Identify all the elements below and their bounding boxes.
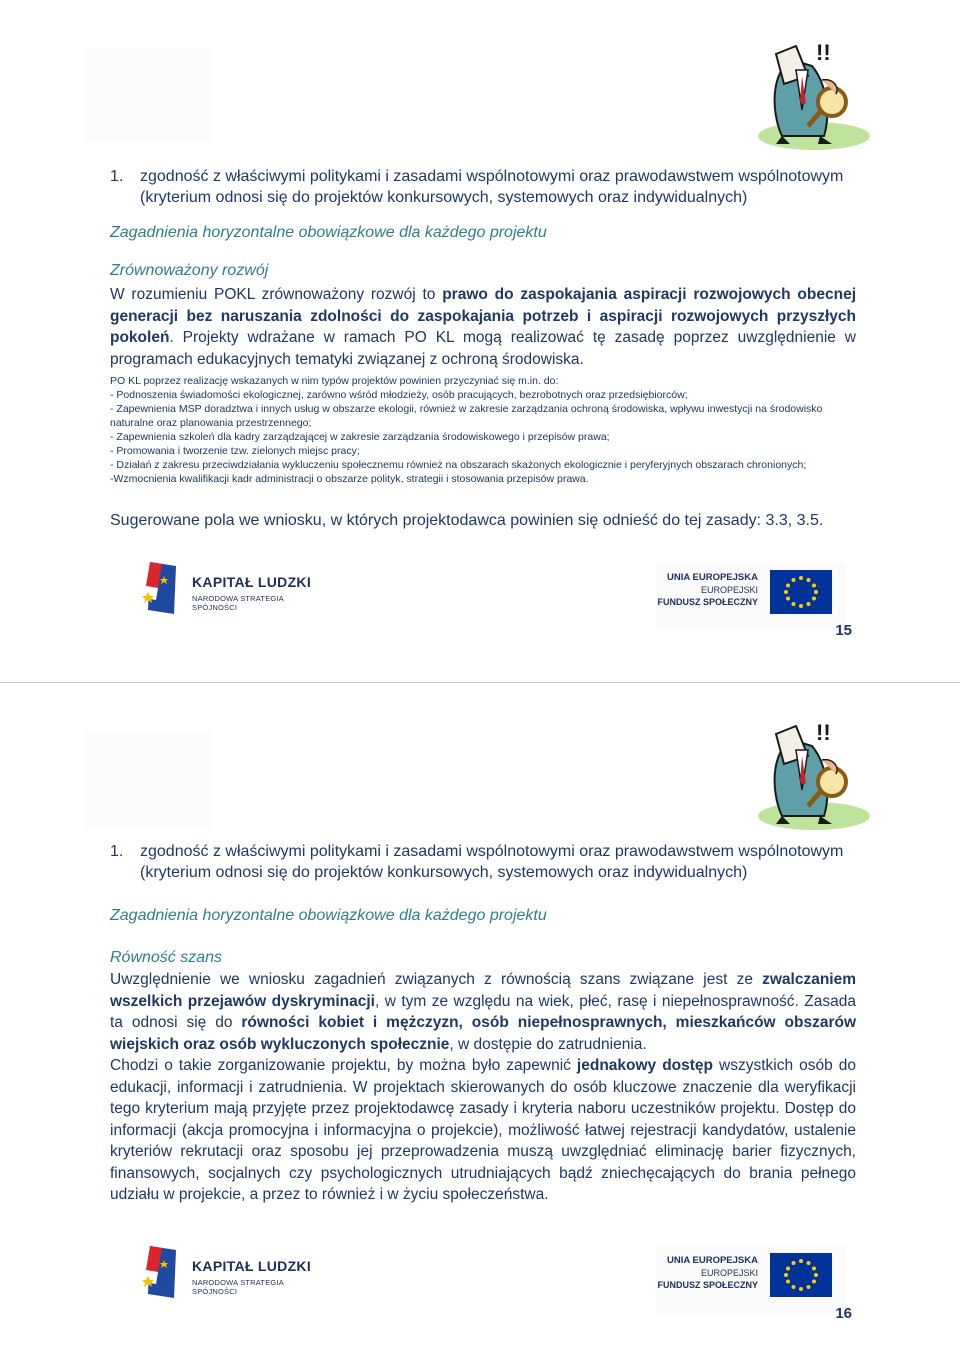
- paragraph-text: , w dostępie do zatrudnienia.: [449, 1035, 647, 1053]
- slide-16-content: [110, 841, 856, 1206]
- list-item: - Zapewnienia MSP doradztwa i innych usług w obszarze ekologii, również w zakresie zarządzania ochroną środowiska, wpływu inwestycji na środowisko naturalne oraz planowania przestrzennego;: [110, 403, 823, 429]
- paragraph-bold-text: prawo do zaspokajania aspiracji rozwojowych obecnej generacji bez naruszania zdolności do zaspokajania potrzeb i aspiracji rozwojowych przyszłych pokoleń: [110, 286, 857, 346]
- eu-line1: UNIA EUROPEJSKA: [667, 572, 758, 583]
- page-number: 16: [835, 1305, 852, 1322]
- placeholder-box: [84, 734, 212, 826]
- slide-15: [0, 0, 960, 683]
- criterion-number: 1.: [110, 843, 124, 860]
- eu-flag-icon: [770, 570, 832, 614]
- eu-line1: UNIA EUROPEJSKA: [667, 1255, 758, 1266]
- placeholder-box: [84, 48, 212, 140]
- eu-line3: FUNDUSZ SPOŁECZNY: [657, 1280, 758, 1290]
- eu-line2: EUROPEJSKI: [700, 585, 758, 595]
- topic-paragraph: [110, 284, 856, 370]
- paragraph-text: , w tym ze względu na wiek, płeć, rasę i niepełnosprawność. Zasada ta odnosi się do: [110, 992, 856, 1031]
- list-item: - Zapewnienia szkoleń dla kadry zarządzającej w zakresie zarządzania środowiskowego i przepisów prawa;: [110, 431, 610, 443]
- eu-flag-icon: [770, 1253, 832, 1297]
- paragraph-bold-text: równości kobiet i mężczyzn, osób niepełnosprawnych, mieszkańców obszarów wiejskich oraz osób wykluczonych społecznie: [110, 1014, 857, 1053]
- eu-text: [657, 1255, 758, 1291]
- paragraph-text: wszystkich osób do edukacji, informacji i zatrudnienia. W projektach skierowanych do osób kluczowe znaczenie dla weryfikacji tego kryterium mają przyjęte przez projektodawcę zasady i kryteria naboru uczestników projektu. Dostęp do informacji (akcja promocyjna i informacyjna o projekcie), możliwość łatwej rejestracji kandydatów, ustalenie kryteriów rekrutacji oraz sposobu jej przeprowadzenia muszą uwzględniać eliminację barier fizycznych, finansowych, socjalnych czy psychologicznych utrudniających bądź zniechęcających do brania pełnego udziału w projekcie, a przez to również i w życiu społeczeństwa.: [110, 1057, 856, 1203]
- list-item: -Wzmocnienia kwalifikacji kadr administracji o obszarze polityk, strategii i stosowania przepisów prawa.: [110, 473, 589, 485]
- criterion-item: [110, 166, 856, 187]
- criterion-item: [110, 841, 856, 862]
- svg-text:!!: !!: [816, 720, 831, 745]
- paragraph-text: W rozumieniu POKL zrównoważony rozwój to: [110, 286, 443, 303]
- page-number: 15: [835, 622, 852, 639]
- slide-15-content: [110, 166, 856, 531]
- criterion-number: 1.: [110, 168, 124, 185]
- kl-subtitle: NARODOWA STRATEGIA SPÓJNOŚCI: [192, 594, 284, 612]
- topic-paragraph: [110, 1055, 856, 1206]
- kapital-ludzki-flag-icon: [140, 560, 180, 618]
- slide-16: [0, 684, 960, 1367]
- paragraph-bold-text: jednakowy dostęp: [576, 1057, 713, 1074]
- kapital-ludzki-logo: [140, 1244, 330, 1304]
- eu-text: [657, 572, 758, 608]
- detective-magnifier-icon: [732, 720, 872, 836]
- criterion-note: (kryterium odnosi się do projektów konkursowych, systemowych oraz indywidualnych): [140, 189, 748, 206]
- eu-line3: FUNDUSZ SPOŁECZNY: [657, 597, 758, 607]
- section-heading: Zagadnienia horyzontalne obowiązkowe dla każdego projektu: [110, 224, 547, 241]
- eu-line2: EUROPEJSKI: [700, 1268, 758, 1278]
- kl-title: KAPITAŁ LUDZKI: [192, 574, 312, 590]
- section-heading: Zagadnienia horyzontalne obowiązkowe dla każdego projektu: [110, 907, 547, 924]
- topic-heading: Równość szans: [110, 949, 223, 966]
- suggested-fields: Sugerowane pola we wniosku, w których projektodawca powinien się odnieść do tej zasady: 3.3, 3.5.: [110, 512, 824, 529]
- criterion-title: zgodność z właściwymi politykami i zasadami wspólnotowymi oraz prawodawstwem wspólnotowym: [140, 168, 844, 185]
- paragraph-text: . Projekty wdrażane w ramach PO KL mogą realizować tę zasadę poprzez uwzględnienie w programach edukacyjnych tematyki związanej z ochroną środowiska.: [110, 329, 856, 368]
- list-intro: PO KL poprzez realizację wskazanych w nim typów projektów powinien przyczyniać się m.in. do:: [110, 375, 559, 387]
- detective-magnifier-icon: [732, 40, 872, 156]
- paragraph-text: Uwzględnienie we wniosku zagadnień związanych z równością szans związane jest ze: [110, 971, 763, 988]
- list-item: - Działań z zakresu przeciwdziałania wykluczeniu społecznemu również na obszarach skażonych ekologicznie i peryferyjnych obszarach chronionych;: [110, 459, 807, 471]
- svg-text:!!: !!: [816, 40, 831, 65]
- list-item: - Promowania i tworzenie tzw. zielonych miejsc pracy;: [110, 445, 360, 457]
- kapital-ludzki-flag-icon: [140, 1244, 180, 1302]
- kl-title: KAPITAŁ LUDZKI: [192, 1258, 312, 1274]
- eu-logo: [656, 1245, 846, 1313]
- topic-heading: Zrównoważony rozwój: [110, 262, 269, 279]
- paragraph-text: Chodzi o takie zorganizowanie projektu, by można było zapewnić: [110, 1057, 577, 1074]
- topic-paragraph: [110, 969, 856, 1055]
- criterion-title: zgodność z właściwymi politykami i zasadami wspólnotowymi oraz prawodawstwem wspólnotowym: [140, 843, 844, 860]
- list-item: - Podnoszenia świadomości ekologicznej, zarówno wśród młodzieży, osób pracujących, bezrobotnych oraz przedsiębiorców;: [110, 389, 688, 401]
- eu-logo: [656, 562, 846, 630]
- criterion-note: (kryterium odnosi się do projektów konkursowych, systemowych oraz indywidualnych): [140, 864, 748, 881]
- kl-subtitle: NARODOWA STRATEGIA SPÓJNOŚCI: [192, 1278, 284, 1296]
- kapital-ludzki-logo: [140, 560, 330, 620]
- paragraph-bold-text: zwalczaniem wszelkich przejawów dyskryminacji: [110, 971, 856, 1010]
